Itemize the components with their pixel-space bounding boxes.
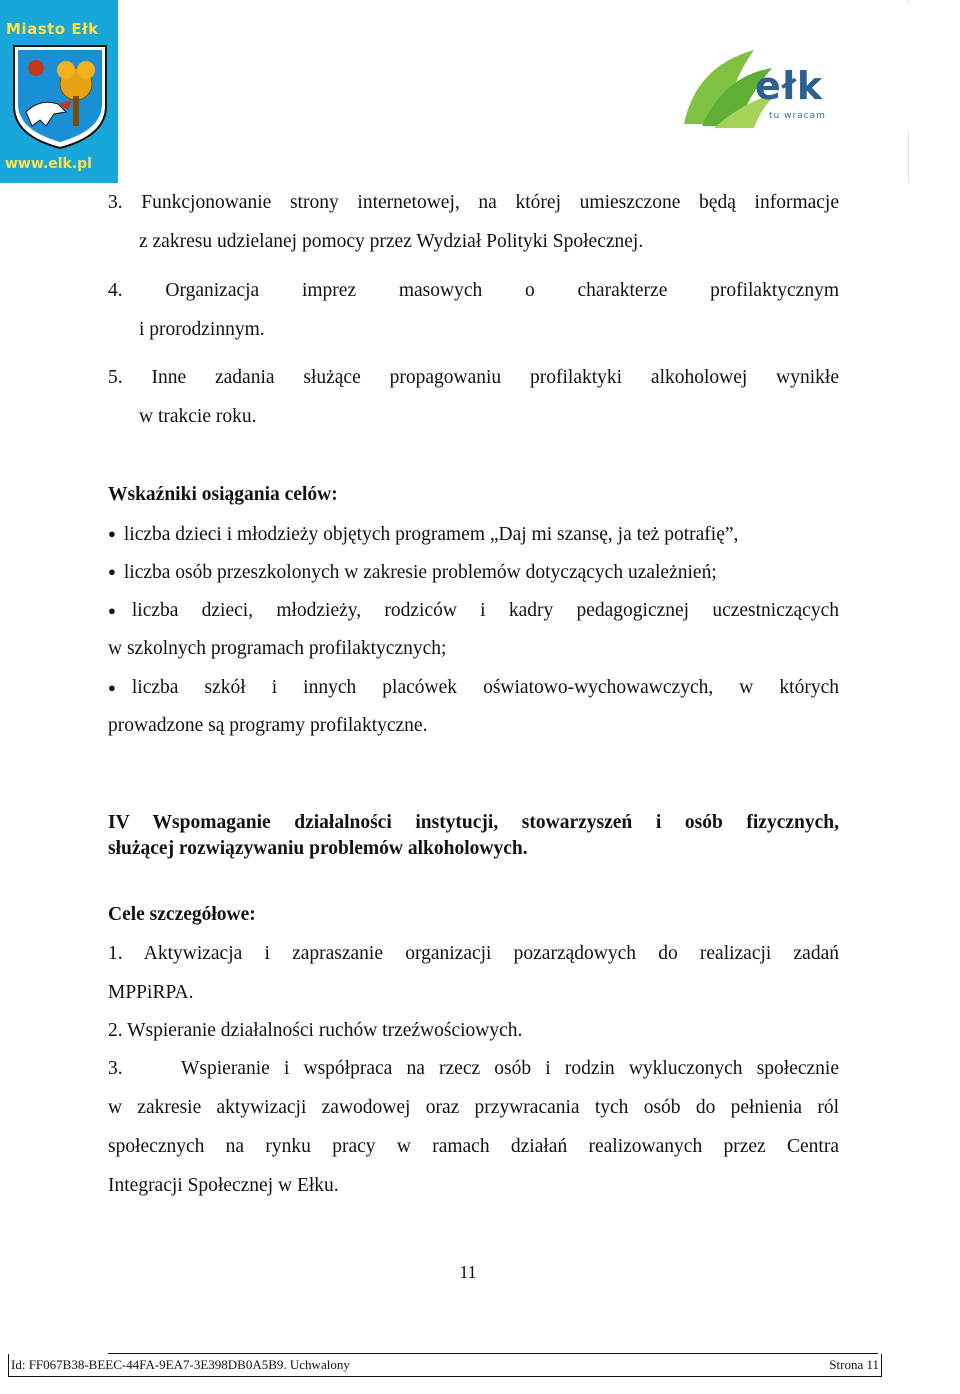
indicator-bullet-3-continuation: w szkolnych programach profilaktycznych;	[108, 638, 447, 659]
document-id: Id: FF067B38-BEEC-44FA-9EA7-3E398DB0A5B9. Uchwalony	[11, 1357, 350, 1372]
indicator-bullet-1	[108, 522, 738, 547]
indicator-bullet-4-continuation: prowadzone są programy profilaktyczne.	[108, 715, 428, 736]
indicator-bullet-4	[108, 676, 839, 700]
coat-of-arms-icon	[6, 40, 112, 150]
indicator-bullet-3	[108, 599, 839, 623]
elk-logo-word: ełk	[755, 64, 824, 108]
list-item-4-line-2: i prorodzinnym.	[139, 319, 265, 340]
bullet-dot-icon: ●	[108, 680, 116, 695]
section-iv-title-line-1: IV Wspomaganie działalności instytucji, stowarzyszeń i osób fizycznych,	[108, 812, 839, 833]
city-logo-title: Miasto Ełk	[6, 20, 99, 38]
list-item-3-line-2: z zakresu udzielanej pomocy przez Wydział Polityki Społecznej.	[139, 231, 644, 252]
goal-3-line-1: Wspieranie i współpraca na rzecz osób i rodzin wykluczonych społecznie	[181, 1058, 839, 1079]
indicator-bullet-2-text: liczba osób przeszkolonych w zakresie problemów dotyczących uzależnień;	[123, 562, 717, 583]
list-item-5-line-2: w trakcie roku.	[139, 406, 257, 427]
page-label: Strona 11	[829, 1357, 879, 1372]
goal-3-number: 3.	[108, 1058, 123, 1079]
goal-1-line-2: MPPiRPA.	[108, 982, 194, 1003]
goal-2: 2. Wspieranie działalności ruchów trzeźwościowych.	[108, 1020, 523, 1041]
indicator-bullet-2	[108, 560, 717, 585]
indicator-bullet-1-text: liczba dzieci i młodzieży objętych programem „Daj mi szansę, ja też potrafię”,	[123, 524, 739, 545]
document-footer	[8, 1354, 882, 1377]
page-header	[0, 0, 912, 183]
goal-3-line-3: społecznych na rynku pracy w ramach działań realizowanych przez Centra	[108, 1136, 839, 1157]
indicator-bullet-4-text: liczba szkół i innych placówek oświatowo-wychowawczych, w których	[131, 677, 839, 698]
list-item-5-line-1: 5. Inne zadania służące propagowaniu profilaktyki alkoholowej wynikłe	[108, 367, 839, 388]
list-item-3-line-1: 3. Funkcjonowanie strony internetowej, na której umieszczone będą informacje	[108, 192, 839, 213]
page-number: 11	[459, 1262, 477, 1282]
bullet-dot-icon: ●	[108, 526, 116, 541]
indicator-bullet-3-text: liczba dzieci, młodzieży, rodziców i kadry pedagogicznej uczestniczących	[131, 600, 839, 621]
goal-3-line-2: w zakresie aktywizacji zawodowej oraz przywracania tych osób do pełnienia ról	[108, 1097, 839, 1118]
city-logo-url: www.elk.pl	[5, 156, 92, 172]
section-iv-title-line-2: służącej rozwiązywaniu problemów alkoholowych.	[108, 838, 528, 859]
elk-logo-tagline: tu wracam	[769, 111, 826, 121]
goal-3-line-4: Integracji Społecznej w Ełku.	[108, 1175, 339, 1196]
city-coat-of-arms-logo	[0, 0, 118, 183]
goal-1-line-1: 1. Aktywizacja i zapraszanie organizacji pozarządowych do realizacji zadań	[108, 943, 839, 964]
bullet-dot-icon: ●	[108, 564, 116, 579]
indicators-heading: Wskaźniki osiągania celów:	[108, 484, 338, 505]
bullet-dot-icon: ●	[108, 603, 116, 618]
goals-heading: Cele szczegółowe:	[108, 904, 256, 925]
elk-brand-logo	[626, 4, 913, 131]
list-item-4-line-1: 4. Organizacja imprez masowych o charakterze profilaktycznym	[108, 280, 839, 301]
